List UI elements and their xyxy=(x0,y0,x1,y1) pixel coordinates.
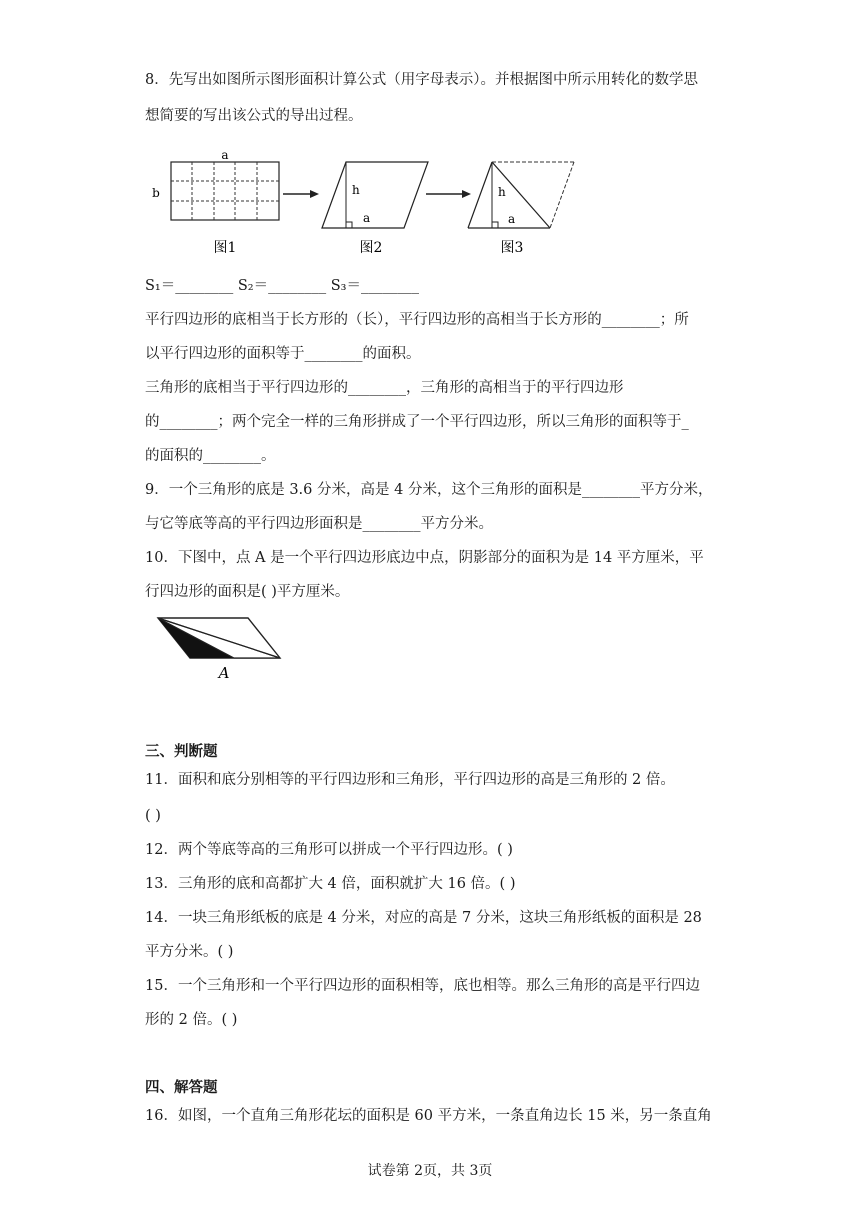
q8-line1: 8．先写出如图所示图形面积计算公式（用字母表示）。并根据图中所示用转化的数学思 xyxy=(145,72,698,88)
q10-line1: 10．下图中，点 A 是一个平行四边形底边中点，阴影部分的面积为是 14 平方厘米，平 xyxy=(145,550,704,566)
caption-figure1: 图1 xyxy=(213,240,237,256)
q8-line3: 平行四边形的底相当于长方形的（长），平行四边形的高相当于长方形的________；所 xyxy=(145,312,689,328)
q8-figure xyxy=(145,148,585,260)
q15-line2: 形的 2 倍。( ) xyxy=(145,1012,238,1028)
q11-line2: ( ) xyxy=(145,808,161,824)
caption-figure3: 图3 xyxy=(500,240,524,256)
q12-line1: 12．两个等底等高的三角形可以拼成一个平行四边形。( ) xyxy=(145,842,513,858)
q13-line1: 13．三角形的底和高都扩大 4 倍，面积就扩大 16 倍。( ) xyxy=(145,876,516,892)
q14-line2: 平方分米。( ) xyxy=(145,944,234,960)
arrow-right-icon xyxy=(283,190,319,198)
page-footer: 试卷第 2页，共 3页 xyxy=(367,1163,493,1179)
label-h2: h xyxy=(352,183,360,197)
q9-line2: 与它等底等高的平行四边形面积是________平方分米。 xyxy=(145,516,493,532)
q10-figure xyxy=(152,612,288,684)
q14-line1: 14．一块三角形纸板的底是 4 分米，对应的高是 7 分米，这块三角形纸板的面积是 28 xyxy=(145,910,702,926)
q16-line1: 16．如图，一个直角三角形花坛的面积是 60 平方米，一条直角边长 15 米，另一条直角 xyxy=(145,1108,712,1124)
caption-figure2: 图2 xyxy=(359,240,383,256)
section4-title: 四、解答题 xyxy=(145,1079,218,1096)
q8-line4: 以平行四边形的面积等于________的面积。 xyxy=(145,346,421,362)
q8-formulas: S₁＝________ S₂＝________ S₃＝________ xyxy=(145,278,419,294)
q9-line1: 9．一个三角形的底是 3.6 分米，高是 4 分米，这个三角形的面积是________平方分米， xyxy=(145,482,713,498)
label-a-rect: a xyxy=(221,148,229,162)
label-a2: a xyxy=(363,211,371,225)
section3-title: 三、判断题 xyxy=(145,743,218,760)
q8-line2: 想简要的写出该公式的导出过程。 xyxy=(145,108,363,124)
q8-line5: 三角形的底相当于平行四边形的________，三角形的高相当于的平行四边形 xyxy=(145,380,624,396)
label-b-rect: b xyxy=(152,186,160,200)
figure3-triangle xyxy=(468,162,574,228)
q10-line2: 行四边形的面积是( )平方厘米。 xyxy=(145,584,350,600)
label-a3: a xyxy=(508,212,516,226)
q15-line1: 15．一个三角形和一个平行四边形的面积相等，底也相等。那么三角形的高是平行四边 xyxy=(145,978,700,994)
q8-line6: 的________；两个完全一样的三角形拼成了一个平行四边形，所以三角形的面积等于_ xyxy=(145,414,689,430)
label-h3: h xyxy=(498,185,506,199)
label-point-A: A xyxy=(218,664,230,682)
figure2-parallelogram xyxy=(322,162,428,228)
q8-line7: 的面积的________。 xyxy=(145,448,276,464)
arrow-right-icon xyxy=(426,190,471,198)
figure1-rectangle xyxy=(171,162,279,220)
q11-line1: 11．面积和底分别相等的平行四边形和三角形，平行四边形的高是三角形的 2 倍。 xyxy=(145,772,675,788)
